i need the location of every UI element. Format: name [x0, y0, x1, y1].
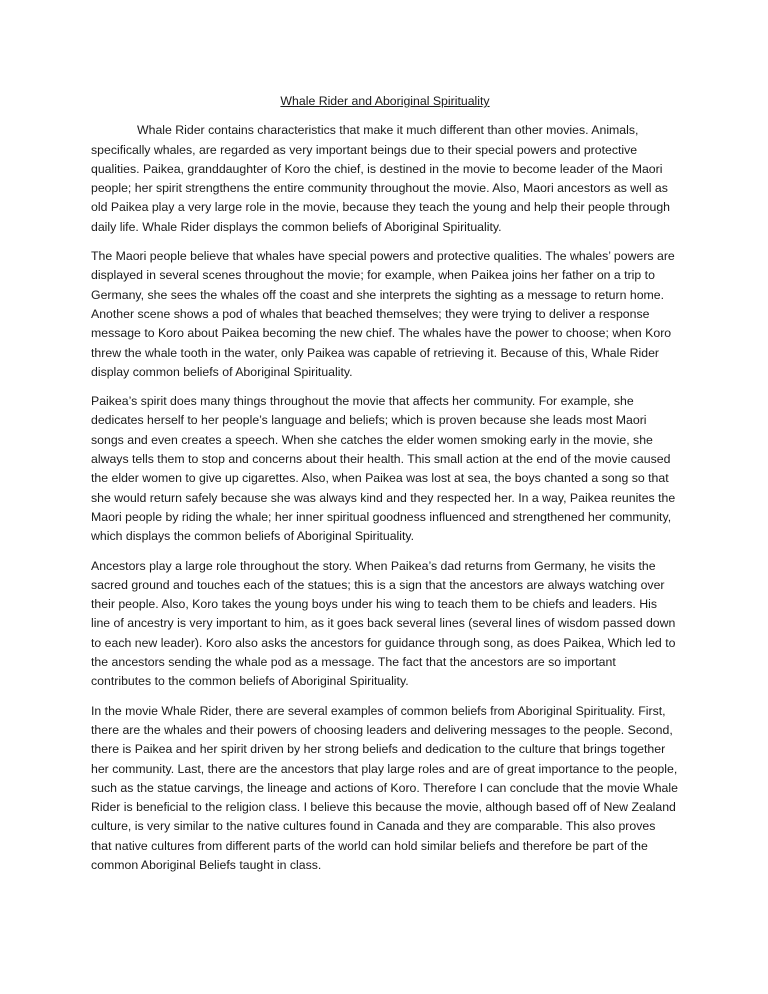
document-title: Whale Rider and Aboriginal Spirituality — [280, 94, 490, 108]
paragraph-conclusion: In the movie Whale Rider, there are several examples of common beliefs from Aboriginal Spirituality. First, there are the whales and their powers of choosing leaders and delivering messages to the people. Second, there is Paikea and her spirit driven by her strong beliefs and dedication to the culture that brings together her community. Last, there are the ancestors that play large roles and are of great importance to the people, such as the statue carvings, the lineage and actions of Koro. Therefore I can conclude that the movie Whale Rider is beneficial to the religion class. I believe this because the movie, although based off of New Zealand culture, is very similar to the native cultures found in Canada and they are comparable. This also proves that native cultures from different parts of the world can hold similar beliefs and therefore be part of the common Aboriginal Beliefs taught in class. — [91, 703, 678, 872]
paragraph-paikea-spirit: Paikea’s spirit does many things throughout the movie that affects her community. For example, she dedicates herself to her people’s language and beliefs; which is proven because she leads most Maori songs and even creates a speech. When she catches the elder women smoking early in the movie, she always tells them to stop and concerns about their health. This small action at the end of the movie caused the elder women to give up cigarettes. Also, when Paikea was lost at sea, the boys chanted a song so that she would return safely because she was always kind and they respected her. In a way, Paikea reunites the Maori people by riding the whale; her inner spiritual goodness influenced and strengthened her community, which displays the common beliefs of Aboriginal Spirituality. — [91, 394, 676, 544]
paragraph-whales: The Maori people believe that whales have special powers and protective qualities. The whales’ powers are displayed in several scenes throughout the movie; for example, when Paikea joins her father on a trip to Germany, she sees the whales off the coast and she interprets the sighting as a message to return home. Another scene shows a pod of whales that beached themselves; they were trying to deliver a response message to Koro about Paikea becoming the new chief. The whales have the power to choose; when Koro threw the whale tooth in the water, only Paikea was capable of retrieving it. Because of this, Whale Rider display common beliefs of Aboriginal Spirituality. — [91, 249, 675, 379]
paragraph-introduction: Whale Rider contains characteristics that make it much different than other movies. Animals, specifically whales, are regarded as very important beings due to their special powers and protective qualities. Paikea, granddaughter of Koro the chief, is destined in the movie to become leader of the Maori people; her spirit strengthens the entire community throughout the movie. Also, Maori ancestors as well as old Paikea play a very large role in the movie, because they teach the young and help their people through daily life. Whale Rider displays the common beliefs of Aboriginal Spirituality. — [91, 123, 671, 234]
paragraph-ancestors: Ancestors play a large role throughout the story. When Paikea’s dad returns from Germany, he visits the sacred ground and touches each of the statues; this is a sign that the ancestors are always watching over their people. Also, Koro takes the young boys under his wing to teach them to be chiefs and leaders. His line of ancestry is very important to him, as it goes back several lines (several lines of wisdom passed down to each new leader). Koro also asks the ancestors for guidance through song, as does Paikea, Which led to the ancestors sending the whale pod as a message. The fact that the ancestors are so important contributes to the common beliefs of Aboriginal Spirituality. — [91, 558, 676, 689]
document-body — [91, 92, 679, 885]
